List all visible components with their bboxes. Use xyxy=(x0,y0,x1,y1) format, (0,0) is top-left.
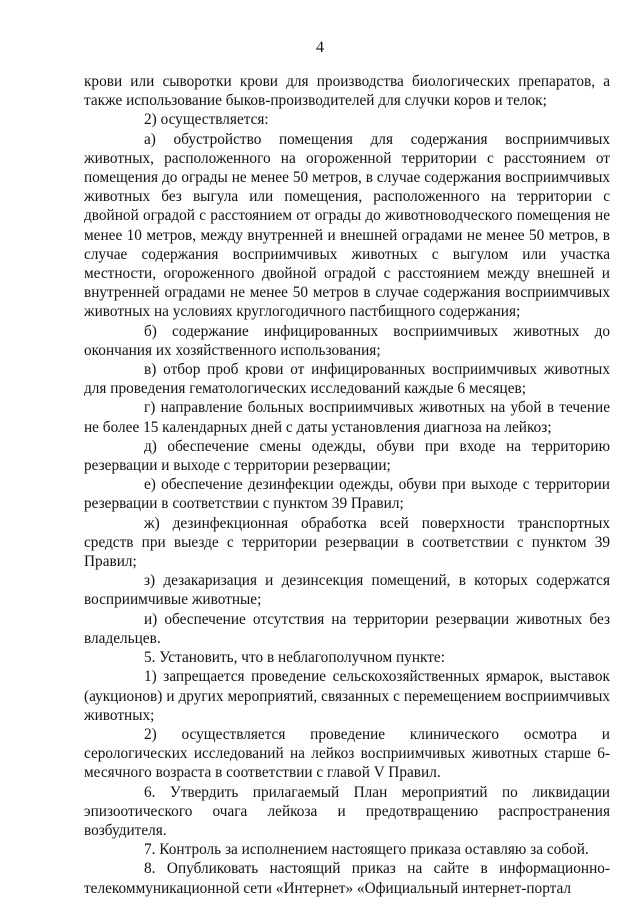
document-body xyxy=(84,72,610,898)
paragraph-item-v: в) отбор проб крови от инфицированных восприимчивых животных для проведения гематологических исследований каждые 6 месяцев; xyxy=(84,361,610,398)
paragraph-item-g: г) направление больных восприимчивых животных на убой в течение не более 15 календарных дней с даты установления диагноза на лейкоз; xyxy=(84,399,610,436)
paragraph-item-e: е) обеспечение дезинфекции одежды, обуви при выходе с территории резервации в соответствии с пунктом 39 Правил; xyxy=(84,476,610,513)
paragraph-continuation: крови или сыворотки крови для производства биологических препаратов, а также использование быков-производителей для случки коров и телок; xyxy=(84,73,610,110)
paragraph-section-5-item-2: 2) осуществляется проведение клинического осмотра и серологических исследований на лейкоз восприимчивых животных старше 6-месячного возраста в соответствии с главой V Правил. xyxy=(84,725,610,782)
paragraph-item-a: а) обустройство помещения для содержания восприимчивых животных, расположенного на огороженной территории с расстоянием от помещения до ограды не менее 50 метров, в случае содержания восприимчивых животных без выгула или помещения, расположенного на территории с двойной оградой с расстоянием от ограды до животноводческого помещения не менее 10 метров, между внутренней и внешней оградами не менее 50 метров, в случае содержания восприимчивых животных с выгулом или участка местности, огороженного двойной оградой с расстоянием между внешней и внутренней оградами не менее 50 метров в случае содержания восприимчивых животных на условиях круглогодичного пастбищного содержания; xyxy=(84,130,610,321)
paragraph-item-d: д) обеспечение смены одежды, обуви при входе на территорию резервации и выходе с территории резервации; xyxy=(84,437,610,475)
paragraph-item-z: з) дезакаризация и дезинсекция помещений, в которых содержатся восприимчивые животные; xyxy=(84,572,610,609)
paragraph-section-5-item-1: 1) запрещается проведение сельскохозяйственных ярмарок, выставок (аукционов) и других мероприятий, связанных с перемещением восприимчивых животных; xyxy=(84,668,610,724)
paragraph-section-5: 5. Установить, что в неблагополучном пункте: xyxy=(144,649,445,667)
paragraph-section-7: 7. Контроль за исполнением настоящего приказа оставляю за собой. xyxy=(144,841,589,859)
paragraph-section-8: 8. Опубликовать настоящий приказ на сайте в информационно-телекоммуникационной сети «Интернет» «Официальный интернет-портал xyxy=(84,860,610,897)
page-number: 4 xyxy=(316,39,324,56)
paragraph-section-6: 6. Утвердить прилагаемый План мероприятий по ликвидации эпизоотического очага лейкоза и предотвращению распространения возбудителя. xyxy=(84,783,610,839)
paragraph-item-zh: ж) дезинфекционная обработка всей поверхности транспортных средств при выезде с территории резервации в соответствии с пунктом 39 Правил; xyxy=(84,514,610,571)
paragraph-item-b: б) содержание инфицированных восприимчивых животных до окончания их хозяйственного использования; xyxy=(84,322,610,359)
paragraph-item-i: и) обеспечение отсутствия на территории резервации животных без владельцев. xyxy=(84,610,610,647)
paragraph-item-2: 2) осуществляется: xyxy=(144,111,269,129)
